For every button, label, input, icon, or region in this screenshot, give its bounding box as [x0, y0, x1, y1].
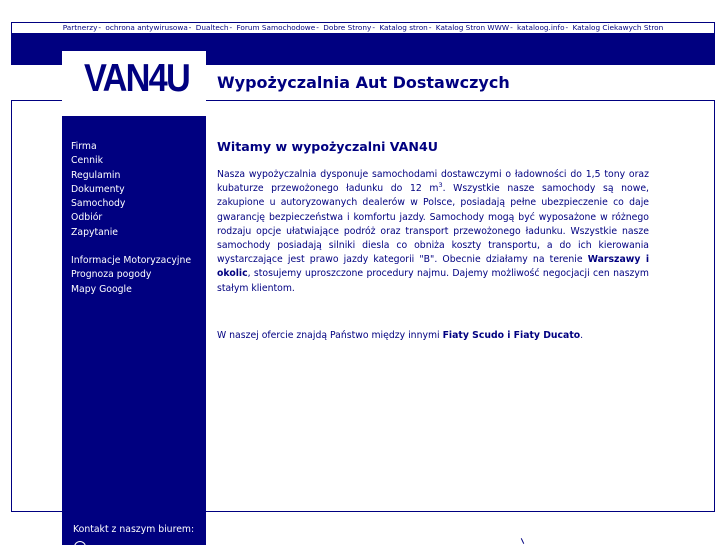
- link-separator: -: [372, 23, 375, 32]
- partner-link[interactable]: Katalog Ciekawych Stron: [572, 23, 664, 32]
- site-title: Wypożyczalnia Aut Dostawczych: [217, 73, 510, 92]
- area-highlight: Warszawy i okolic: [217, 254, 650, 280]
- offer-text: .: [580, 330, 584, 341]
- intro-text: Nasza wypożyczalnia dysponuje samochodami dostawczymi o ładowności do 1,5 tony oraz kubaturze przewożonego ładunku do 12 m: [217, 169, 649, 195]
- partner-link[interactable]: Katalog Stron WWW: [435, 23, 510, 32]
- main-content: [217, 139, 650, 341]
- nav-item-prognoza-pogody[interactable]: Prognoza pogody: [71, 269, 152, 281]
- contact-label: Kontakt z naszym biurem:: [73, 524, 195, 535]
- link-separator: -: [98, 23, 102, 32]
- intro-paragraph: [217, 168, 649, 296]
- partner-links-bar: [11, 22, 715, 34]
- link-separator: -: [229, 23, 233, 32]
- sidebar-nav: [71, 140, 191, 297]
- nav-item-cennik[interactable]: Cennik: [71, 155, 103, 167]
- partner-link[interactable]: Dualtech: [195, 23, 229, 32]
- logo-text: VAN4U: [84, 57, 189, 100]
- partner-link[interactable]: ochrona antywirusowa: [105, 23, 188, 32]
- intro-text: . Wszystkie nasze samochody są nowe, zakupione u autoryzowanych dealerów w Polsce, posiadają pełne ubezpieczenie co daje gwarancję bezpieczeństwa i komfortu jazdy. Samochody mogą być wyposażone w różnego rodzaju opcje ułatwiające podróż oraz transport przewożonego ładunku. Wszystkie nasze samochody posiadają silniki diesla co obniża koszty transportu, a do ich kierowania wystarczające jest prawo jazdy kategorii "B". Obecnie działamy na terenie: [217, 183, 650, 266]
- frame-bottom-line: [11, 511, 62, 512]
- nav-item-regulamin[interactable]: Regulamin: [71, 169, 121, 181]
- models-highlight: Fiaty Scudo i Fiaty Ducato: [442, 330, 581, 341]
- site-logo[interactable]: [62, 51, 206, 116]
- partner-link[interactable]: kataloog.info: [517, 23, 565, 32]
- nav-item-mapy-google[interactable]: Mapy Google: [71, 283, 132, 295]
- cubic-superscript: 3: [438, 181, 443, 190]
- welcome-heading: Witamy w wypożyczalni VAN4U: [217, 139, 438, 154]
- offer-paragraph: [217, 329, 649, 343]
- frame-bottom-line: [206, 511, 715, 512]
- nav-spacer: [71, 240, 191, 254]
- nav-item-odbior[interactable]: Odbiór: [71, 212, 103, 224]
- corner-mark: [521, 538, 524, 544]
- nav-item-informacje-motoryzacyjne[interactable]: Informacje Motoryzacyjne: [71, 255, 192, 267]
- nav-item-zapytanie[interactable]: Zapytanie: [71, 226, 119, 238]
- contact-icon: [74, 541, 86, 553]
- nav-item-firma[interactable]: Firma: [71, 141, 97, 152]
- offer-text: W naszej ofercie znajdą Państwo między innymi: [217, 330, 443, 341]
- intro-text: , stosujemy uproszczone procedury najmu. Dajemy możliwość negocjacji cen naszym stałym klientom.: [217, 268, 649, 294]
- nav-item-dokumenty[interactable]: Dokumenty: [71, 183, 125, 195]
- link-separator: -: [428, 23, 432, 32]
- partner-link[interactable]: Partnerzy: [62, 23, 98, 32]
- nav-item-samochody[interactable]: Samochody: [71, 198, 126, 210]
- link-separator: -: [565, 23, 569, 32]
- link-separator: -: [510, 23, 513, 32]
- sidebar: [62, 116, 206, 545]
- partner-link[interactable]: Dobre Strony: [323, 23, 372, 32]
- partner-link[interactable]: Katalog stron: [379, 23, 428, 32]
- partner-link[interactable]: Forum Samochodowe: [236, 23, 316, 32]
- link-separator: -: [188, 23, 192, 32]
- link-separator: -: [316, 23, 319, 32]
